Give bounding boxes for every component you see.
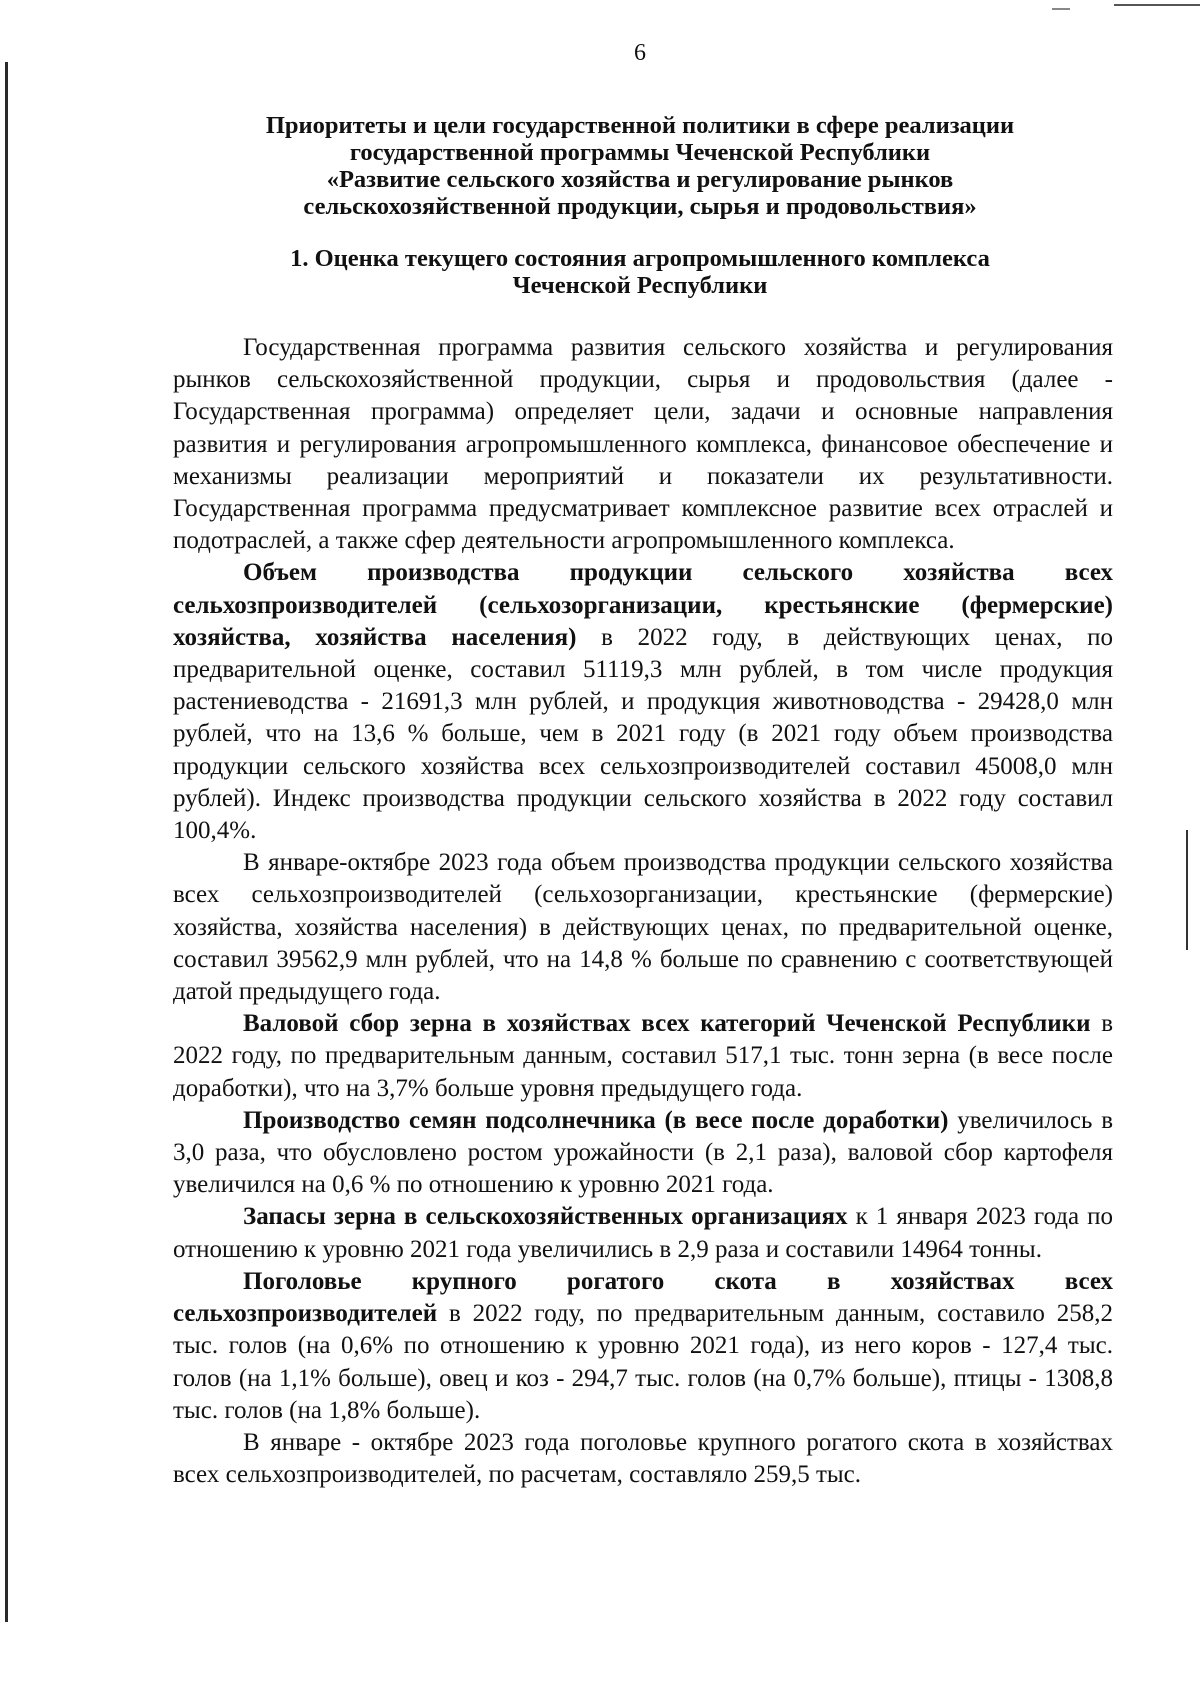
section-heading — [150, 245, 1130, 299]
scan-edge-top — [1114, 4, 1200, 6]
paragraph-text: увеличилось в 3,0 раза, что обусловлено ростом урожайности (в 2,1 раза), валовой сбор картофеля увеличился на 0,6 % по отношению к уровню 2021 года. — [173, 1106, 1113, 1199]
paragraph — [173, 1201, 1113, 1265]
paragraph-text: в 2022 году, в действующих ценах, по предварительной оценке, составил 51119,3 млн рублей, в том числе продукция растениеводства - 21691,3 млн рублей, и продукция животноводства - 29428,0 млн рублей, что на 13,6 % больше, чем в 2021 году (в 2021 году объем производства продукции сельского хозяйства всех сельхозпроизводителей составил 45008,0 млн рублей). Индекс производства продукции сельского хозяйства в 2022 году составил 100,4%. — [173, 623, 1113, 845]
title-line: государственной программы Чеченской Республики — [349, 139, 931, 166]
paragraph — [173, 557, 1113, 847]
paragraph — [173, 332, 1113, 557]
paragraph-bold: Запасы зерна в сельскохозяйственных организациях — [243, 1203, 848, 1231]
paragraph — [173, 1008, 1113, 1105]
paragraph-bold: Производство семян подсолнечника (в весе после доработки) — [243, 1106, 949, 1134]
paragraph-text: В январе-октябре 2023 года объем производства продукции сельского хозяйства всех сельхозпроизводителей (сельхозорганизации, крестьянские (фермерские) хозяйства, хозяйства населения) в действующих ценах, по предварительной оценке, составил 39562,9 млн рублей, что на 14,8 % больше по сравнению с соответствующей датой предыдущего года. — [173, 849, 1113, 1006]
title-line: «Развитие сельского хозяйства и регулирование рынков — [326, 166, 954, 193]
paragraph-text: в 2022 году, по предварительным данным, составило 258,2 тыс. голов (на 0,6% по отношению к уровню 2021 года), из него коров - 127,4 тыс. голов (на 1,1% больше), овец и коз - 294,7 тыс. голов (на 0,7% больше), птицы - 1308,8 тыс. голов (на 1,8% больше). — [173, 1300, 1113, 1424]
document-title — [150, 112, 1130, 220]
paragraph-bold: Валовой сбор зерна в хозяйствах всех категорий Чеченской Республики — [243, 1010, 1091, 1038]
title-line: сельскохозяйственной продукции, сырья и продовольствия» — [303, 193, 977, 220]
paragraph — [173, 1427, 1113, 1491]
paragraph-text: Государственная программа развития сельского хозяйства и регулирования рынков сельскохозяйственной продукции, сырья и продовольствия (далее - Государственная программа) определяет цели, задачи и основные направления развития и регулирования агропромышленного комплекса, финансовое обеспечение и механизмы реализации мероприятий и показатели их результативности. Государственная программа предусматривает комплексное развитие всех отраслей и подотраслей, а также сфер деятельности агропромышленного комплекса. — [173, 334, 1113, 555]
body-text — [173, 332, 1113, 1491]
title-line: Приоритеты и цели государственной политики в сфере реализации — [265, 112, 1015, 139]
paragraph — [173, 1105, 1113, 1202]
scan-edge-left — [5, 62, 8, 1622]
paragraph-bold: Поголовье крупного рогатого скота в хозяйствах всех сельхозпроизводителей — [173, 1267, 1113, 1328]
paragraph-text: к 1 января 2023 года по отношению к уровню 2021 года увеличились в 2,9 раза и составили 14964 тонны. — [173, 1203, 1113, 1263]
page-number: 6 — [634, 40, 646, 66]
paragraph-text: В январе - октябре 2023 года поголовье крупного рогатого скота в хозяйствах всех сельхозпроизводителей, по расчетам, составляло 259,5 тыс. — [173, 1428, 1113, 1489]
section-heading-line: Чеченской Республики — [512, 272, 768, 299]
paragraph-text: в 2022 году, по предварительным данным, составил 517,1 тыс. тонн зерна (в весе после доработки), что на 3,7% больше уровня предыдущего года. — [173, 1010, 1113, 1102]
paragraph-bold: Объем производства продукции сельского хозяйства всех сельхозпроизводителей (сельхозорганизации, крестьянские (фермерские) хозяйства, хозяйства населения) — [173, 559, 1113, 651]
paragraph — [173, 847, 1113, 1008]
scan-mark-top — [1052, 8, 1070, 10]
scan-mark-right — [1186, 890, 1188, 950]
paragraph — [173, 1266, 1113, 1427]
section-heading-line: 1. Оценка текущего состояния агропромышленного комплекса — [290, 245, 990, 272]
